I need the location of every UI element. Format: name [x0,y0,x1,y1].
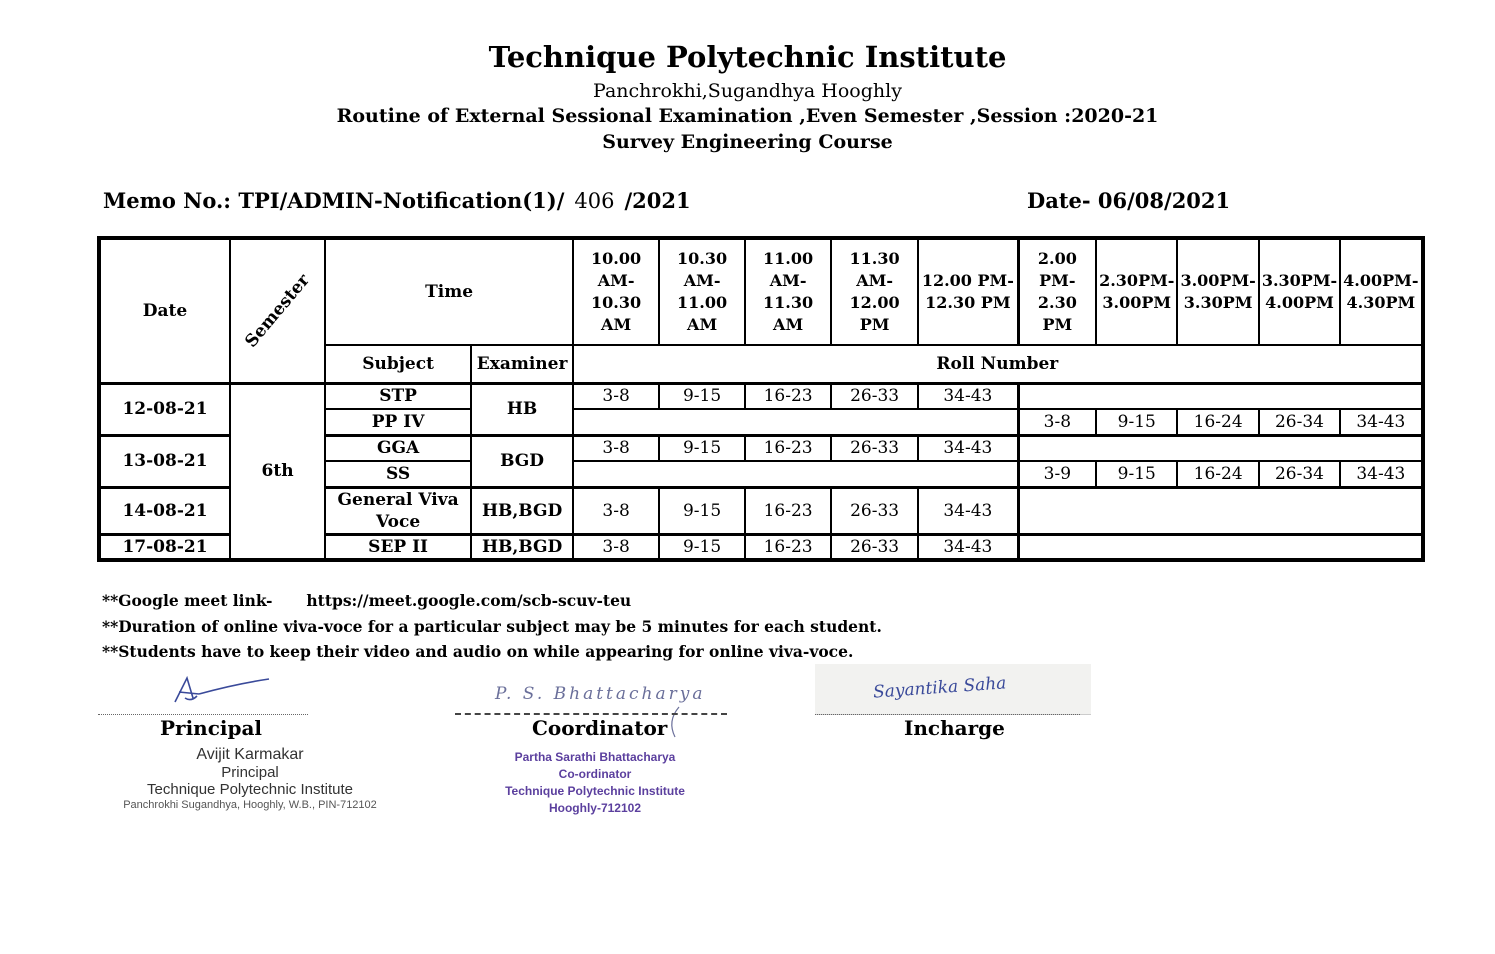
empty-slot [1018,383,1422,409]
coordinator-label: Coordinator [532,716,668,740]
roll-range: 16-23 [745,487,831,534]
roll-range: 9-15 [659,534,745,560]
roll-range: 3-8 [573,487,659,534]
empty-slot [1018,435,1422,461]
memo-number [103,188,691,213]
roll-range: 16-24 [1177,461,1258,487]
roll-range: 16-23 [745,383,831,409]
roll-range: 34-43 [1340,461,1422,487]
principal-label: Principal [160,716,263,740]
roll-range: 26-33 [831,534,918,560]
slot-header: 12.00 PM- 12.30 PM [918,238,1018,345]
roll-range: 26-33 [831,435,918,461]
roll-range: 3-8 [1018,409,1096,435]
coordinator-sign-line [455,713,727,715]
slot-header: 2.30PM- 3.00PM [1096,238,1177,345]
empty-slot [1018,534,1422,560]
note-video-audio: **Students have to keep their video and audio on while appearing for online viva-voce. [102,642,854,661]
institute-address: Panchrokhi,Sugandhya Hooghly [593,80,902,102]
roll-range: 16-23 [745,534,831,560]
time-header: Time [325,238,573,345]
coordinator-signature-stroke [665,705,689,741]
semester-value: 6th [230,383,325,560]
roll-range: 3-8 [573,534,659,560]
incharge-handwriting: Sayantika Saha [872,673,1007,703]
roll-range: 34-43 [918,487,1018,534]
memo-suffix: /2021 [624,188,691,213]
roll-range: 16-23 [745,435,831,461]
subject-header: Subject [325,345,471,383]
roll-range: 9-15 [659,487,745,534]
slot-header: 3.30PM- 4.00PM [1259,238,1340,345]
empty-slot [1018,487,1422,534]
exam-date: 12-08-21 [99,383,230,435]
roll-range: 9-15 [659,435,745,461]
roll-range: 16-24 [1177,409,1258,435]
exam-routine-table [97,236,1425,562]
memo-prefix: Memo No.: TPI/ADMIN-Notification(1)/ [103,188,565,213]
incharge-label: Incharge [904,716,1005,740]
subject-name: SS [325,461,471,487]
subject-name: General Viva Voce [325,487,471,534]
slot-header: 4.00PM- 4.30PM [1340,238,1422,345]
examiner-name: BGD [471,435,573,487]
subject-name: GGA [325,435,471,461]
roll-range: 9-15 [1096,461,1177,487]
coordinator-stamp: Partha Sarathi Bhattacharya Co-ordinator Technique Polytechnic Institute Hooghly-712102 [505,750,685,815]
examiner-name: HB,BGD [471,487,573,534]
note-duration: **Duration of online viva-voce for a particular subject may be 5 minutes for each student. [102,617,882,636]
roll-range: 9-15 [1096,409,1177,435]
note-meet-link [102,591,631,610]
slot-header: 11.30 AM- 12.00 PM [831,238,918,345]
principal-stamp: Avijit Karmakar Principal Technique Polytechnic Institute Panchrokhi Sugandhya, Hooghly, W.B., PIN-712102 [123,746,377,811]
course-name: Survey Engineering Course [602,131,893,153]
empty-slot [573,409,1018,435]
slot-header: 11.00 AM- 11.30 AM [745,238,831,345]
roll-range: 26-33 [831,383,918,409]
examiner-name: HB [471,383,573,435]
slot-header: 10.30 AM- 11.00 AM [659,238,745,345]
principal-signature [165,672,275,708]
empty-slot [573,461,1018,487]
semester-header: Semester [241,270,314,352]
incharge-sign-line [815,714,1080,715]
roll-range: 34-43 [918,534,1018,560]
meet-link-label: **Google meet link- [102,591,273,610]
semester-header-cell [230,238,325,383]
exam-date: 14-08-21 [99,487,230,534]
slot-header: 3.00PM- 3.30PM [1177,238,1258,345]
incharge-signature-box [815,664,1091,715]
roll-range: 9-15 [659,383,745,409]
roll-number-header: Roll Number [573,345,1422,383]
examiner-name: HB,BGD [471,534,573,560]
roll-range: 26-34 [1259,461,1340,487]
examiner-header: Examiner [471,345,573,383]
slot-header: 10.00 AM- 10.30 AM [573,238,659,345]
roll-range: 3-8 [573,435,659,461]
exam-date: 17-08-21 [99,534,230,560]
roll-range: 34-43 [918,383,1018,409]
institute-title: Technique Polytechnic Institute [488,40,1007,74]
roll-range: 3-8 [573,383,659,409]
memo-serial: 406 [574,189,615,213]
principal-sign-line [98,714,308,715]
routine-title: Routine of External Sessional Examination ,Even Semester ,Session :2020-21 [336,105,1159,127]
roll-range: 26-34 [1259,409,1340,435]
roll-range: 34-43 [1340,409,1422,435]
slot-header: 2.00 PM- 2.30 PM [1018,238,1096,345]
exam-date: 13-08-21 [99,435,230,487]
table-row [99,383,1423,409]
roll-range: 26-33 [831,487,918,534]
coordinator-handwriting: P. S. Bhattacharya [495,684,706,704]
date-header: Date [99,238,230,383]
meet-link-url[interactable]: https://meet.google.com/scb-scuv-teu [306,591,632,610]
subject-name: SEP II [325,534,471,560]
roll-range: 3-9 [1018,461,1096,487]
roll-range: 34-43 [918,435,1018,461]
subject-name: STP [325,383,471,409]
subject-name: PP IV [325,409,471,435]
memo-date: Date- 06/08/2021 [1027,188,1231,213]
